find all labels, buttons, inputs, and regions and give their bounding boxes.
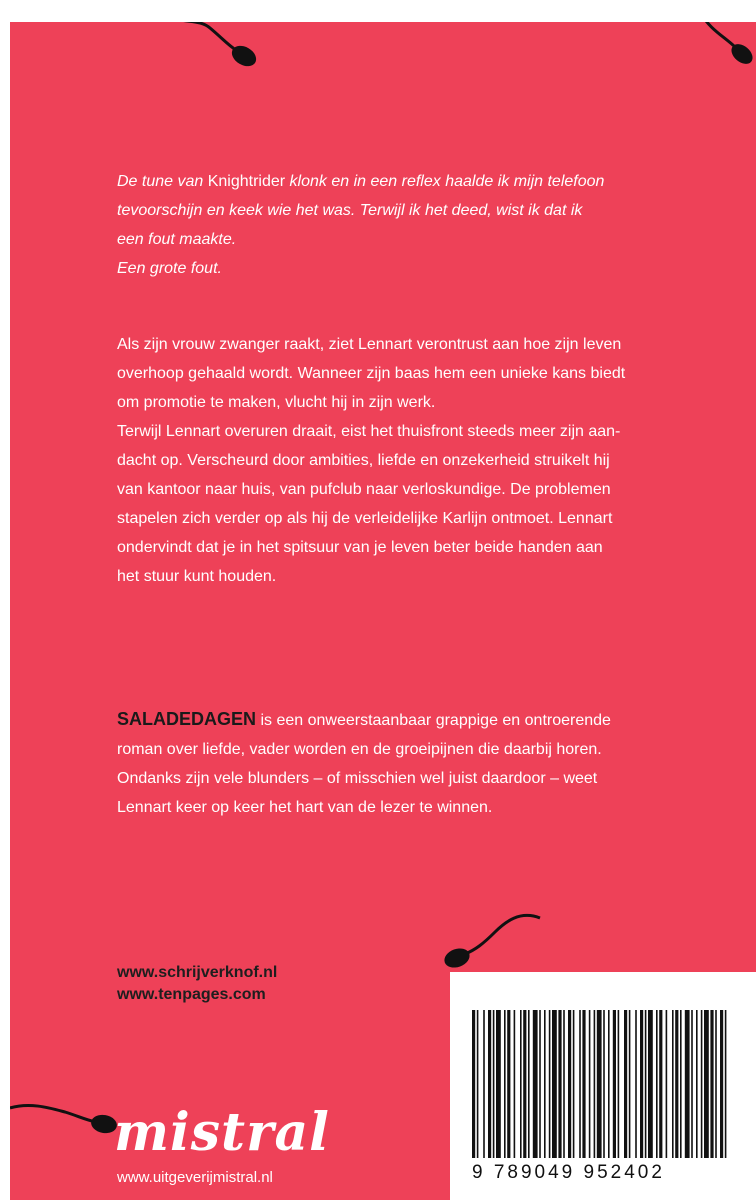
barcode-bar [666,1010,668,1158]
pitch-line: roman over liefde, vader worden en de groeipijnen die daarbij horen. [117,741,602,758]
barcode-bar [477,1010,479,1158]
synopsis-line: het stuur kunt houden. [117,568,277,585]
barcode-bar [533,1010,538,1158]
barcode-bar [720,1010,723,1158]
barcode-bar [613,1010,616,1158]
teaser-line: De tune van Knightrider klonk en in een reflex haalde ik mijn telefoon [117,173,605,190]
publisher-website-link[interactable]: www.uitgeverijmistral.nl [117,1169,273,1186]
synopsis-line: om promotie te maken, vlucht hij in zijn werk. [117,394,436,411]
barcode-bars [472,1010,727,1158]
sperm-icon [690,22,756,72]
teaser-line: een fout maakte. [117,231,237,248]
teaser-line: tevoorschijn en keek wie het was. Terwijl ik het deed, wist ik dat ik [117,202,583,219]
barcode-bar [549,1010,551,1158]
barcode-bar [696,1010,698,1158]
barcode-bar [493,1010,495,1158]
barcode-bar [629,1010,631,1158]
sperm-icon [150,22,260,75]
barcode-bar [520,1010,522,1158]
barcode-bar [624,1010,627,1158]
pitch [117,705,717,822]
barcode-bar [573,1010,575,1158]
barcode-bar [675,1010,678,1158]
barcode-bar [488,1010,491,1158]
barcode-bar [725,1010,727,1158]
synopsis-line: ondervindt dat je in het spitsuur van je leven beter beide handen aan [117,539,603,556]
synopsis-line: dacht op. Verscheurd door ambities, liefde en onzekerheid struikelt hij [117,452,610,469]
barcode-bar [483,1010,485,1158]
barcode-bar [645,1010,647,1158]
isbn-digits: 9 789049 952402 [472,1162,665,1183]
barcode-bar [544,1010,546,1158]
synopsis [117,330,717,591]
barcode-bar [603,1010,605,1158]
pitch-line: Lennart keer op keer het hart van de lezer te winnen. [117,799,493,816]
barcode-bar [640,1010,643,1158]
synopsis-line: Terwijl Lennart overuren draait, eist het thuisfront steeds meer zijn aan- [117,423,621,440]
synopsis-line: Als zijn vrouw zwanger raakt, ziet Lennart verontrust aan hoe zijn leven [117,336,622,353]
barcode-bar [528,1010,530,1158]
pitch-line: SALADEDAGEN is een onweerstaanbaar grappige en ontroerende [117,709,611,729]
back-cover [10,22,756,1200]
barcode-bar [715,1010,717,1158]
barcode-bar [504,1010,506,1158]
author-website-link[interactable]: www.schrijverknof.nl [117,964,278,981]
barcode-bar [659,1010,662,1158]
barcode-bar [635,1010,637,1158]
barcode-bar [597,1010,602,1158]
synopsis-line: overhoop gehaald wordt. Wanneer zijn baas hem een unieke kans biedt [117,365,626,382]
synopsis-line: stapelen zich verder op als hij de verleidelijke Karlijn ontmoet. Lennart [117,510,613,527]
barcode-bar [568,1010,571,1158]
barcode-bar [507,1010,510,1158]
barcode-bar [680,1010,682,1158]
pitch-line: Ondanks zijn vele blunders – of misschien wel juist daardoor – weet [117,770,598,787]
barcode-bar [563,1010,565,1158]
barcode-bar [701,1010,703,1158]
barcode-bar [523,1010,526,1158]
barcode-bar [472,1010,475,1158]
barcode-bar [582,1010,585,1158]
barcode-bar [594,1010,596,1158]
barcode-bar [496,1010,501,1158]
barcode-bar [648,1010,653,1158]
publisher-logo: mistral [114,1102,330,1163]
book-title: SALADEDAGEN [117,709,257,729]
barcode-bar [558,1010,561,1158]
website-links [117,962,277,1006]
barcode [450,972,756,1200]
barcode-bar [704,1010,709,1158]
barcode-bar [618,1010,620,1158]
tenpages-website-link[interactable]: www.tenpages.com [117,986,266,1003]
barcode-bar [608,1010,610,1158]
barcode-bar [552,1010,557,1158]
teaser-quote [117,167,717,283]
sperm-icon [10,1090,120,1150]
barcode-bar [685,1010,690,1158]
teaser-line: Een grote fout. [117,260,222,277]
barcode-bar [710,1010,713,1158]
barcode-bar [539,1010,541,1158]
barcode-bar [656,1010,658,1158]
barcode-bar [691,1010,693,1158]
barcode-bar [514,1010,516,1158]
barcode-bar [589,1010,591,1158]
barcode-bar [672,1010,674,1158]
synopsis-line: van kantoor naar huis, van pufclub naar verloskundige. De problemen [117,481,611,498]
barcode-bar [579,1010,581,1158]
